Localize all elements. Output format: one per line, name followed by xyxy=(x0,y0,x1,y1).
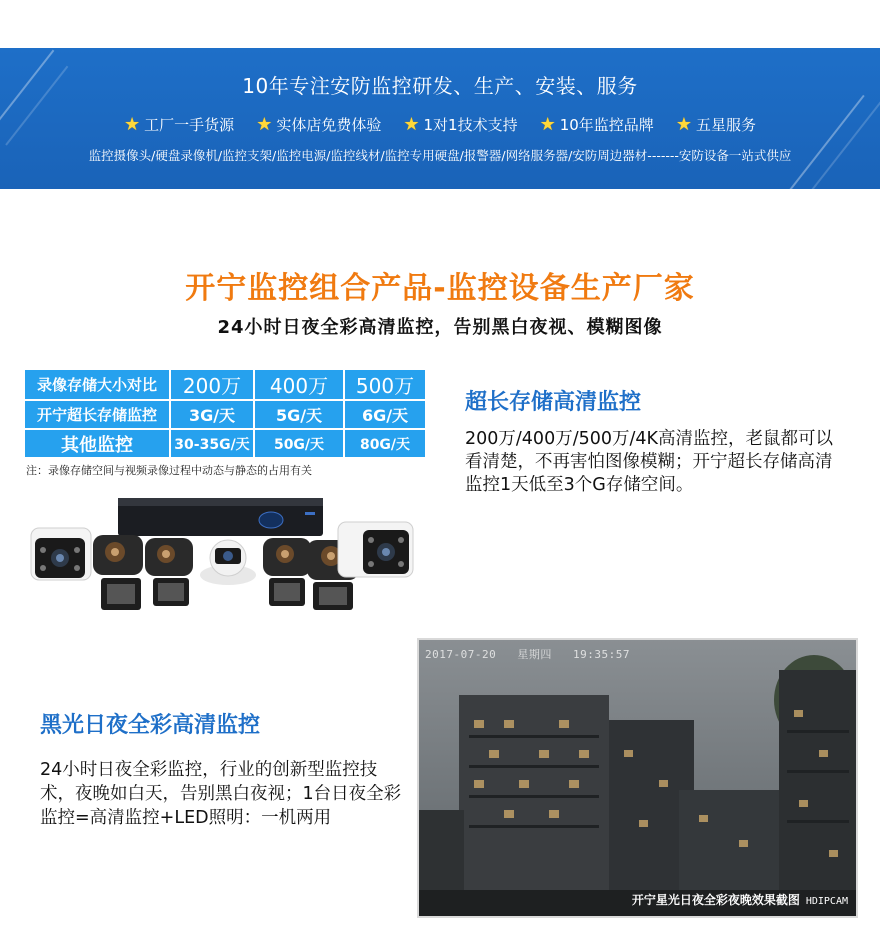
night-vision-description: 24小时日夜全彩监控，行业的创新型监控技术，夜晚如白天，告别黑白夜视；1台日夜全彩监控=高清监控+LED照明：一机两用 xyxy=(40,760,402,828)
dome-camera xyxy=(200,540,256,585)
turret-camera xyxy=(145,538,193,606)
table-row xyxy=(24,369,426,400)
bullet-camera xyxy=(31,528,91,580)
feature-label: 10年监控品牌 xyxy=(559,116,654,134)
table-cell: 3G/天 xyxy=(170,400,254,429)
photo-caption xyxy=(632,891,848,908)
night-scene-image xyxy=(419,640,856,916)
feature-item xyxy=(403,114,517,135)
caption-text: 开宁星光日夜全彩夜晚效果截图 xyxy=(631,893,800,907)
storage-title: 超长存储高清监控 xyxy=(465,390,642,415)
table-cell: 50G/天 xyxy=(254,429,344,458)
star-icon: ★ xyxy=(124,113,141,135)
product-list: 监控摄像头/硬盘录像机/监控支架/监控电源/监控线材/监控专用硬盘/报警器/网络服务器/安防周边器材-------安防设备一站式供应 xyxy=(88,148,792,163)
turret-camera xyxy=(263,538,311,606)
section-subheading: 24小时日夜全彩高清监控，告别黑白夜视、模糊图像 xyxy=(217,317,663,338)
table-cell: 200万 xyxy=(170,369,254,400)
table-cell: 30-35G/天 xyxy=(170,429,254,458)
osd-date: 2017-07-20 xyxy=(425,648,497,661)
nvr-recorder xyxy=(118,498,323,536)
feature-item xyxy=(256,114,381,135)
table-cell: 开宁超长存储监控 xyxy=(24,400,170,429)
storage-comparison-table xyxy=(23,368,427,459)
banner-stripe xyxy=(811,95,880,189)
turret-camera xyxy=(93,535,143,610)
table-row xyxy=(24,429,426,458)
top-banner xyxy=(0,48,880,189)
table-cell: 6G/天 xyxy=(344,400,426,429)
feature-row xyxy=(0,114,880,135)
feature-label: 1对1技术支持 xyxy=(423,116,518,134)
table-cell: 80G/天 xyxy=(344,429,426,458)
feature-label: 五星服务 xyxy=(695,116,756,134)
product-group-image xyxy=(23,490,423,615)
osd-day: 星期四 xyxy=(517,648,552,661)
night-effect-screenshot xyxy=(417,638,858,918)
star-icon: ★ xyxy=(675,113,692,135)
feature-item xyxy=(540,114,654,135)
table-row xyxy=(24,400,426,429)
table-note: 注：录像存储空间与视频录像过程中动态与静态的占用有关 xyxy=(26,464,312,477)
feature-label: 实体店免费体验 xyxy=(276,116,382,134)
table-cell: 录像存储大小对比 xyxy=(24,369,170,400)
table-cell: 5G/天 xyxy=(254,400,344,429)
banner-title: 10年专注安防监控研发、生产、安装、服务 xyxy=(242,74,638,98)
star-icon: ★ xyxy=(403,113,420,135)
table-cell: 400万 xyxy=(254,369,344,400)
night-vision-title: 黑光日夜全彩高清监控 xyxy=(40,713,261,738)
feature-item xyxy=(676,114,756,135)
bullet-camera xyxy=(338,522,413,577)
feature-item xyxy=(124,114,234,135)
star-icon: ★ xyxy=(539,113,556,135)
caption-tag: HDIPCAM xyxy=(805,896,848,907)
osd-time: 19:35:57 xyxy=(572,648,630,661)
storage-description: 200万/400万/500万/4K高清监控，老鼠都可以看清楚，不再害怕图像模糊；开宁超长存储高清监控1天低至3个G存储空间。 xyxy=(465,429,834,495)
feature-label: 工厂一手货源 xyxy=(144,116,235,134)
banner-stripe xyxy=(789,95,864,189)
star-icon: ★ xyxy=(256,113,273,135)
table-cell: 500万 xyxy=(344,369,426,400)
section-heading: 开宁监控组合产品-监控设备生产厂家 xyxy=(185,271,695,306)
table-cell: 其他监控 xyxy=(24,429,170,458)
camera-osd xyxy=(425,646,644,662)
